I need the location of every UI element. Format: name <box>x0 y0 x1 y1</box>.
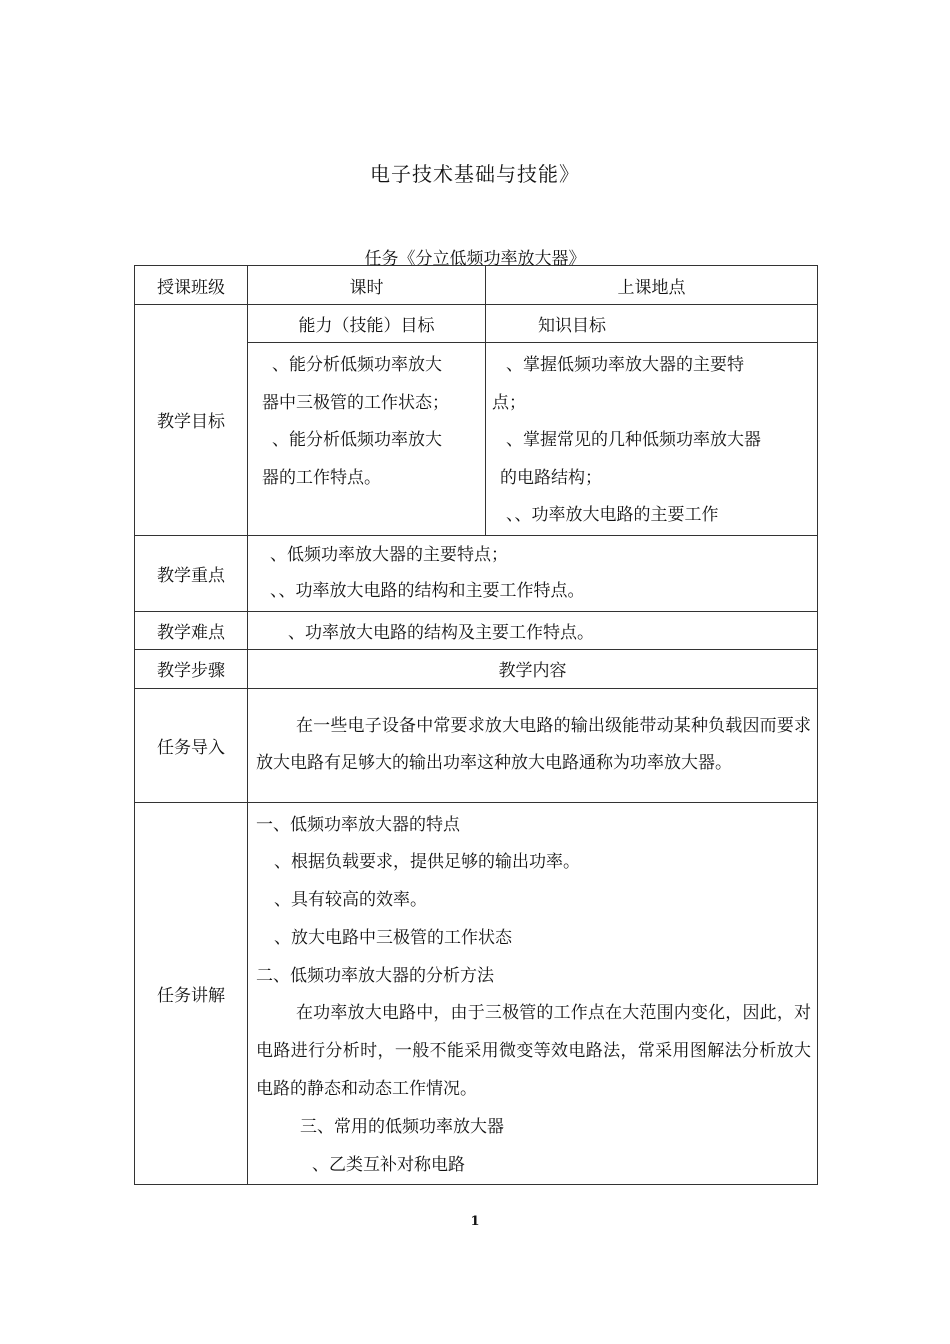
knowledge-goals <box>486 343 818 536</box>
ability-goal-header: 能力（技能）目标 <box>248 305 486 343</box>
key-points-label: 教学重点 <box>135 535 248 611</box>
knowledge-goal-line: 、掌握常见的几种低频功率放大器 <box>506 430 761 450</box>
explanation-row <box>135 802 818 1185</box>
header-row <box>135 266 818 305</box>
knowledge-goal-header: 知识目标 <box>486 305 818 343</box>
hours-label: 课时 <box>248 266 486 305</box>
steps-header-row <box>135 649 818 688</box>
ability-goal-line: 、能分析低频功率放大 <box>272 430 442 450</box>
page-number: 1 <box>470 1214 480 1229</box>
section-heading: 三、常用的低频功率放大器 <box>300 1116 504 1137</box>
list-item: 、具有较高的效率。 <box>274 890 427 911</box>
ability-goal-line: 器中三极管的工作状态； <box>262 392 449 413</box>
key-point-line: 、、功率放大电路的结构和主要工作特点。 <box>270 581 585 601</box>
knowledge-goal-line: 的电路结构； <box>500 467 602 488</box>
difficult-points-row <box>135 611 818 649</box>
lesson-plan-table <box>134 265 818 1185</box>
task-title: 任务《分立低频功率放大器》 <box>364 249 586 269</box>
key-points-row <box>135 535 818 611</box>
document-title: 电子技术基础与技能》 <box>370 162 580 186</box>
difficult-points-label: 教学难点 <box>135 611 248 649</box>
class-label: 授课班级 <box>135 266 248 305</box>
difficult-points-content: 、功率放大电路的结构及主要工作特点。 <box>248 611 818 649</box>
knowledge-goal-line: 、掌握低频功率放大器的主要特 <box>506 355 744 375</box>
list-item: 、根据负载要求，提供足够的输出功率。 <box>274 852 580 873</box>
teaching-steps-label: 教学步骤 <box>135 649 248 688</box>
task-explanation-label: 任务讲解 <box>135 802 248 1185</box>
key-point-line: 、低频功率放大器的主要特点； <box>270 545 508 565</box>
teaching-content-header: 教学内容 <box>248 649 818 688</box>
list-item: 、放大电路中三极管的工作状态 <box>274 927 512 948</box>
section-heading: 一、低频功率放大器的特点 <box>256 814 460 835</box>
analysis-paragraph: 在功率放大电路中，由于三极管的工作点在大范围内变化，因此，对电路进行分析时，一般不能采用微变等效电路法，常采用图解法分析放大电路的静态和动态工作情况。 <box>256 1003 811 1100</box>
section-heading: 二、低频功率放大器的分析方法 <box>256 965 494 986</box>
intro-row <box>135 688 818 802</box>
list-item: 、乙类互补对称电路 <box>312 1154 465 1175</box>
task-intro-label: 任务导入 <box>135 688 248 802</box>
task-explanation-content <box>248 802 818 1185</box>
ability-goal-line: 器的工作特点。 <box>262 467 381 488</box>
knowledge-goal-line: 、、功率放大电路的主要工作 <box>506 505 719 525</box>
knowledge-goal-line: 点； <box>492 392 526 413</box>
ability-goals <box>248 343 486 536</box>
location-label: 上课地点 <box>486 266 818 305</box>
ability-goal-line: 、能分析低频功率放大 <box>272 355 442 375</box>
goals-header-row <box>135 305 818 343</box>
teaching-goals-label: 教学目标 <box>135 305 248 536</box>
key-points-content <box>248 535 818 611</box>
task-intro-content: 在一些电子设备中常要求放大电路的输出级能带动某种负载因而要求放大电路有足够大的输出功率这种放大电路通称为功率放大器。 <box>248 688 818 802</box>
